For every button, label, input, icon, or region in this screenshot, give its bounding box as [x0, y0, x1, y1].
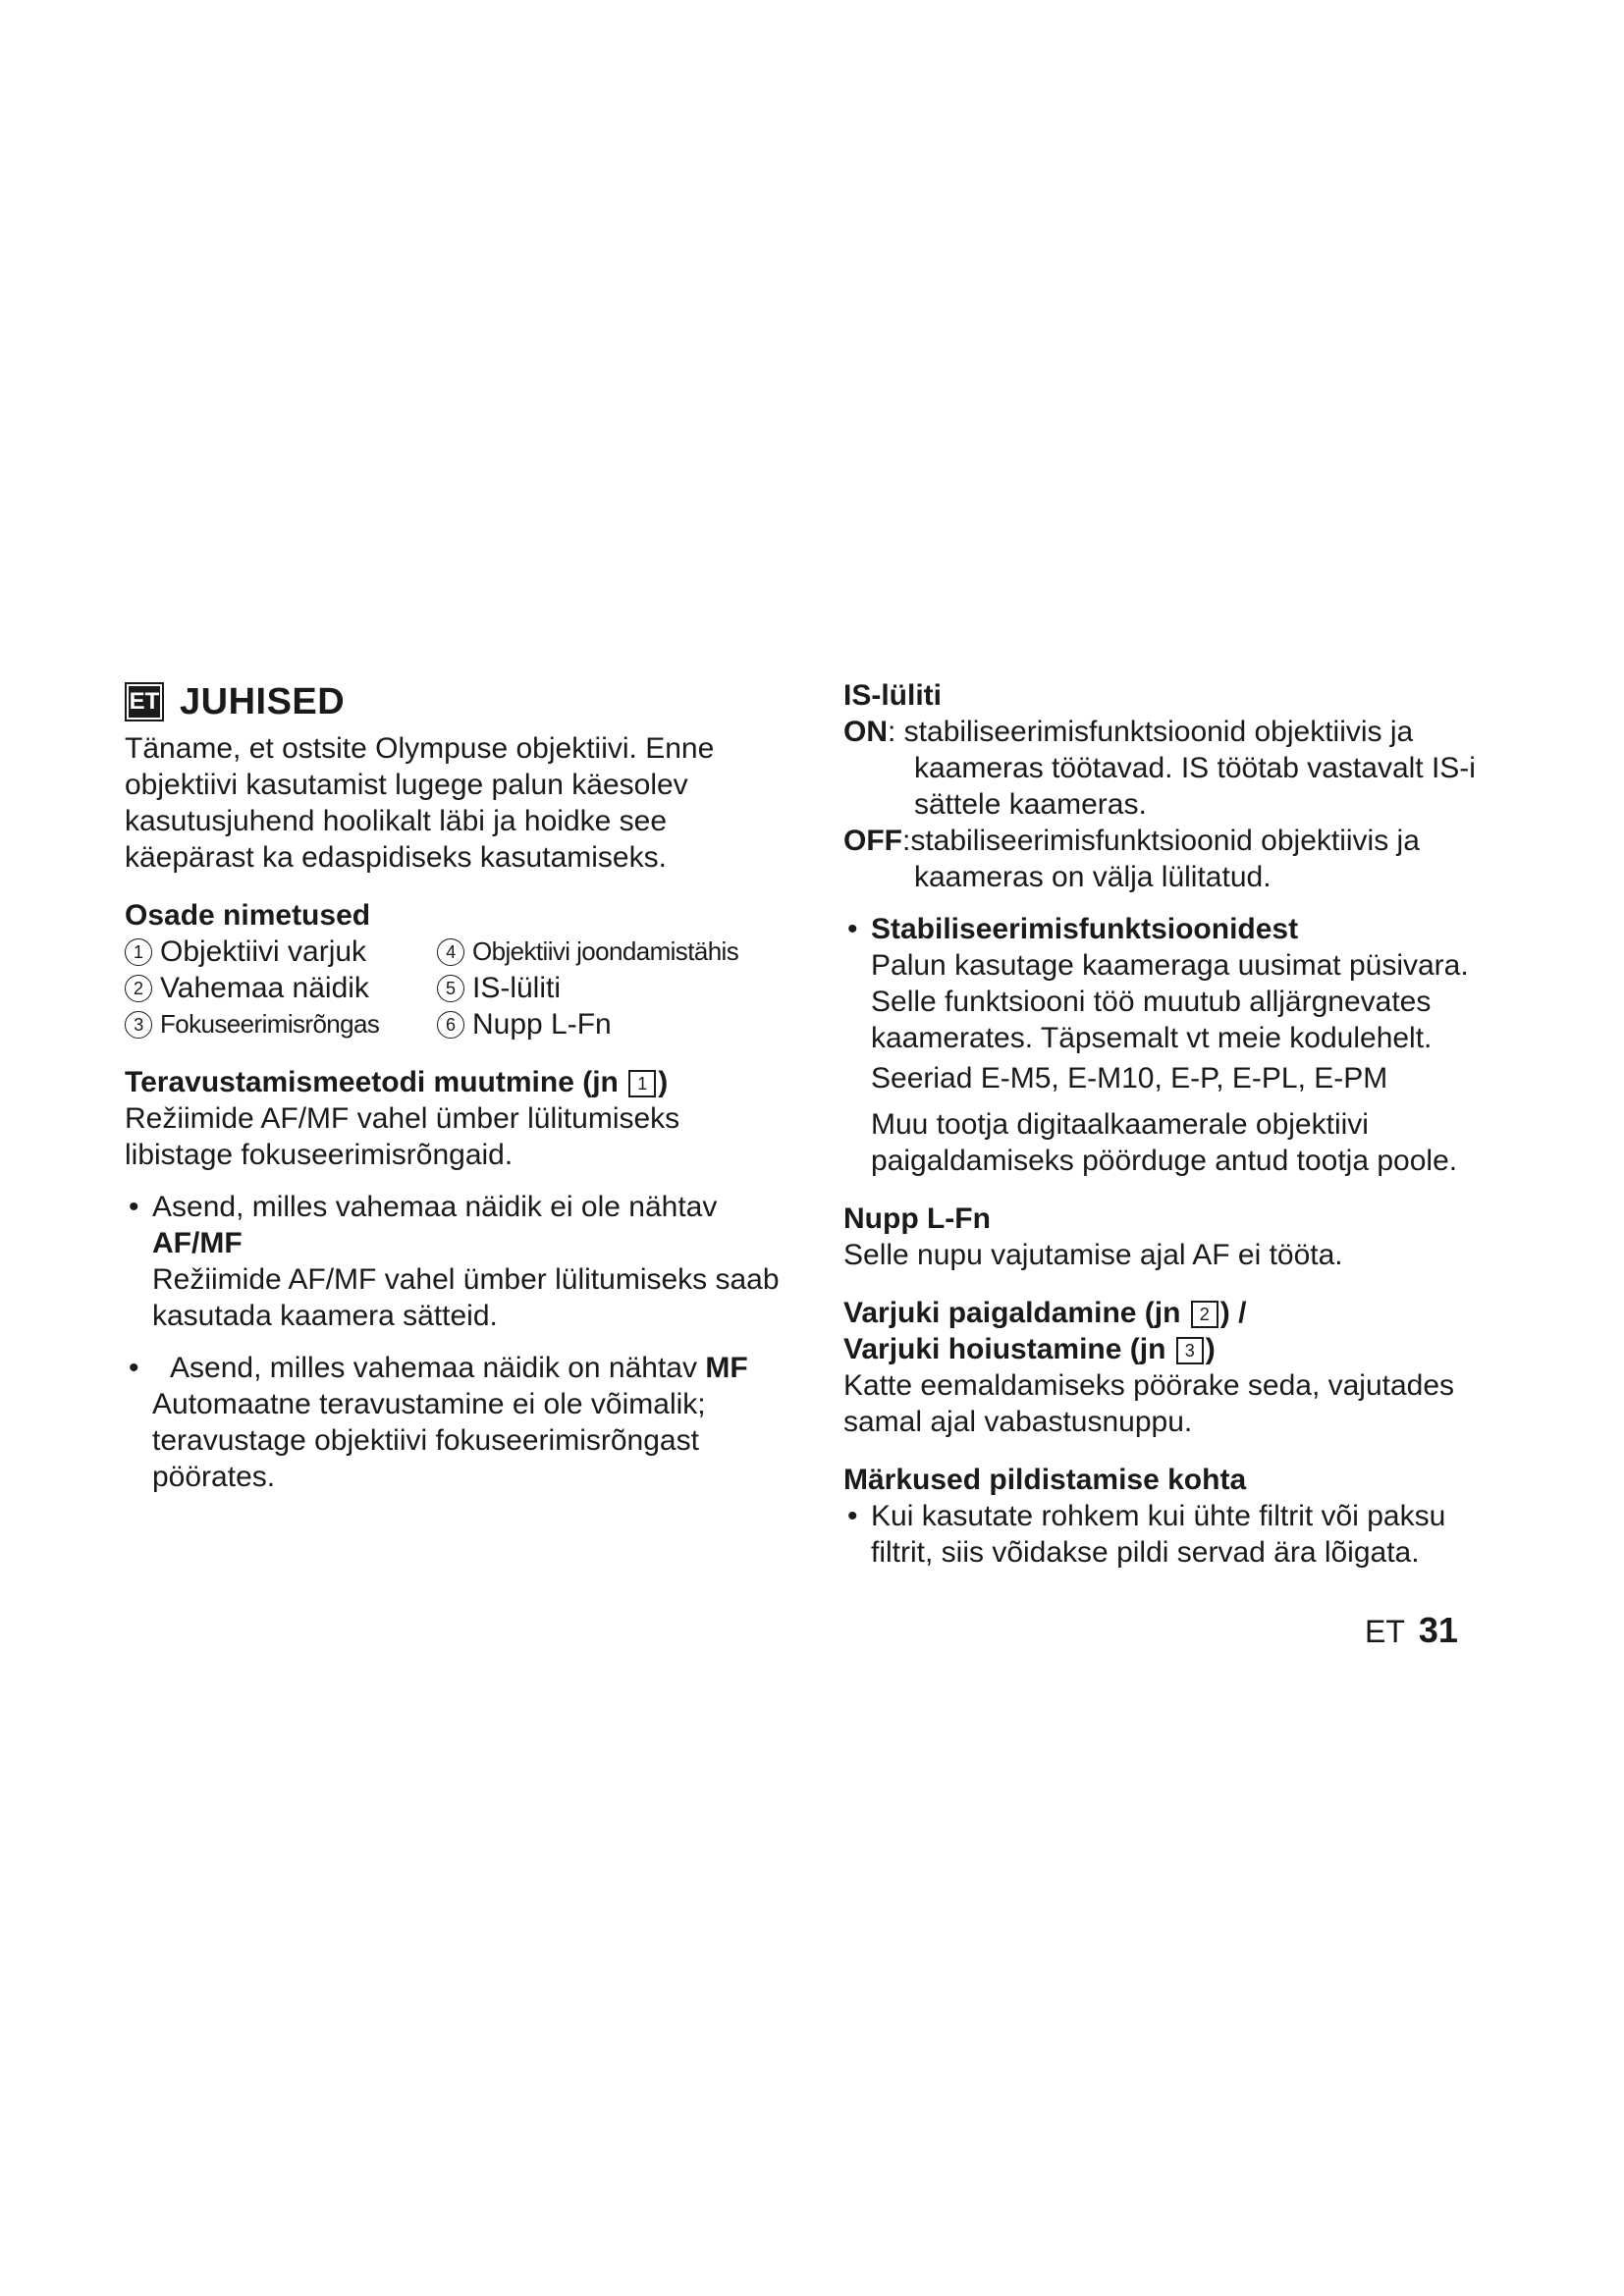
hood-heading-2-text: Varjuki hoiustamine (jn [843, 1333, 1166, 1365]
is-switch-heading: IS-lüliti [843, 679, 942, 712]
hood-heading-1-text: Varjuki paigaldamine (jn [843, 1297, 1181, 1329]
hood-heading-1 [843, 1295, 1511, 1331]
bullet-text: Asend, milles vahemaa näidik on nähtav [170, 1352, 697, 1384]
part-label: Fokuseerimisrõngas [160, 1009, 380, 1039]
part-item [125, 1006, 437, 1042]
part-number: 1 [125, 938, 152, 966]
right-column [843, 677, 1511, 1571]
bullet-bold: AF/MF [152, 1227, 243, 1259]
figure-ref-icon: 2 [1191, 1301, 1218, 1328]
is-off-definition [843, 823, 1511, 895]
bullet-icon: • [847, 913, 858, 945]
focus-bullet-2 [125, 1350, 792, 1495]
part-number: 4 [437, 938, 464, 966]
part-label: Objektiivi varjuk [160, 935, 367, 968]
bullet-bold: MF [705, 1352, 748, 1384]
shooting-heading: Märkused pildistamise kohta [843, 1464, 1247, 1496]
focus-heading-text: Teravustamismeetodi muutmine (jn [125, 1066, 619, 1098]
stabilization-heading: Stabiliseerimisfunktsioonidest [871, 913, 1299, 945]
part-item [125, 970, 437, 1006]
stabilization-series: Seeriad E-M5, E-M10, E-P, E-PL, E-PM [871, 1062, 1388, 1095]
page-number: 31 [1418, 1610, 1458, 1650]
part-number: 5 [437, 975, 464, 1002]
parts-list [125, 934, 792, 1042]
focus-bullet-1 [125, 1189, 792, 1334]
language-badge: ET [125, 682, 164, 721]
part-label: Objektiivi joondamistähis [472, 936, 739, 966]
part-item [437, 970, 792, 1006]
hood-heading-1-close: ) / [1219, 1297, 1247, 1329]
part-label: Vahemaa näidik [160, 972, 369, 1004]
intro-paragraph: Täname, et ostsite Olympuse objektiivi. Enne objektiivi kasutamist lugege palun käesolev kasutusjuhend hoolikalt läbi ja hoidke see käepärast ka edaspidiseks kasutamiseks. [125, 732, 715, 874]
part-number: 6 [437, 1011, 464, 1039]
page-footer [1365, 1610, 1458, 1651]
focus-text: Režiimide AF/MF vahel ümber lülitumiseks libistage fokuseerimisrõngaid. [125, 1102, 680, 1171]
stabilization-text: Palun kasutage kaameraga uusimat püsivara. Selle funktsiooni töö muutub alljärgnevates kaamerates. Täpsemalt vt meie kodulehelt. [871, 949, 1469, 1054]
is-on-definition [843, 714, 1511, 823]
is-on-term: ON [843, 716, 888, 748]
bullet-icon: • [847, 1500, 858, 1532]
title-row [125, 677, 792, 726]
hood-heading-2 [843, 1331, 1511, 1367]
page-title: JUHISED [180, 680, 346, 722]
hood-text: Katte eemaldamiseks pöörake seda, vajutades samal ajal vabastusnuppu. [843, 1369, 1455, 1438]
bullet-icon: • [129, 1352, 139, 1384]
part-label: IS-lüliti [472, 972, 562, 1004]
shooting-bullet [843, 1498, 1511, 1571]
footer-language: ET [1365, 1614, 1405, 1649]
part-item [437, 934, 792, 970]
left-column [125, 677, 792, 1495]
part-item [437, 1006, 792, 1042]
stabilization-other: Muu tootja digitaalkaamerale objektiivi paigaldamiseks pöörduge antud tootja poole. [871, 1108, 1458, 1177]
part-label: Nupp L-Fn [472, 1008, 612, 1041]
bullet-icon: • [129, 1191, 139, 1223]
figure-ref-icon: 1 [628, 1070, 656, 1097]
lfn-heading: Nupp L-Fn [843, 1202, 991, 1235]
stabilization-note [843, 911, 1511, 1179]
parts-heading: Osade nimetused [125, 899, 371, 932]
figure-ref-icon: 3 [1176, 1337, 1204, 1364]
is-off-text: :stabiliseerimisfunktsioonid objektiivis ja kaameras on välja lülitatud. [902, 825, 1420, 893]
focus-heading [125, 1064, 792, 1100]
part-item [125, 934, 437, 970]
part-number: 3 [125, 1011, 152, 1039]
is-off-term: OFF [843, 825, 902, 857]
is-on-text: : stabiliseerimisfunktsioonid objektiivis ja kaameras töötavad. IS töötab vastavalt IS-i sättele kaameras. [888, 716, 1476, 821]
lfn-text: Selle nupu vajutamise ajal AF ei tööta. [843, 1239, 1343, 1271]
bullet-subtext: Automaatne teravustamine ei ole võimalik; teravustage objektiivi fokuseerimisrõngast pöörates. [152, 1388, 706, 1493]
bullet-subtext: Režiimide AF/MF vahel ümber lülitumiseks saab kasutada kaamera sätteid. [152, 1263, 780, 1332]
shooting-text: Kui kasutate rohkem kui ühte filtrit või paksu filtrit, siis võidakse pildi servad ära lõigata. [871, 1500, 1446, 1569]
focus-heading-close: ) [658, 1066, 669, 1098]
hood-heading-2-close: ) [1205, 1333, 1216, 1365]
bullet-text: Asend, milles vahemaa näidik ei ole nähtav [152, 1191, 718, 1223]
part-number: 2 [125, 975, 152, 1002]
